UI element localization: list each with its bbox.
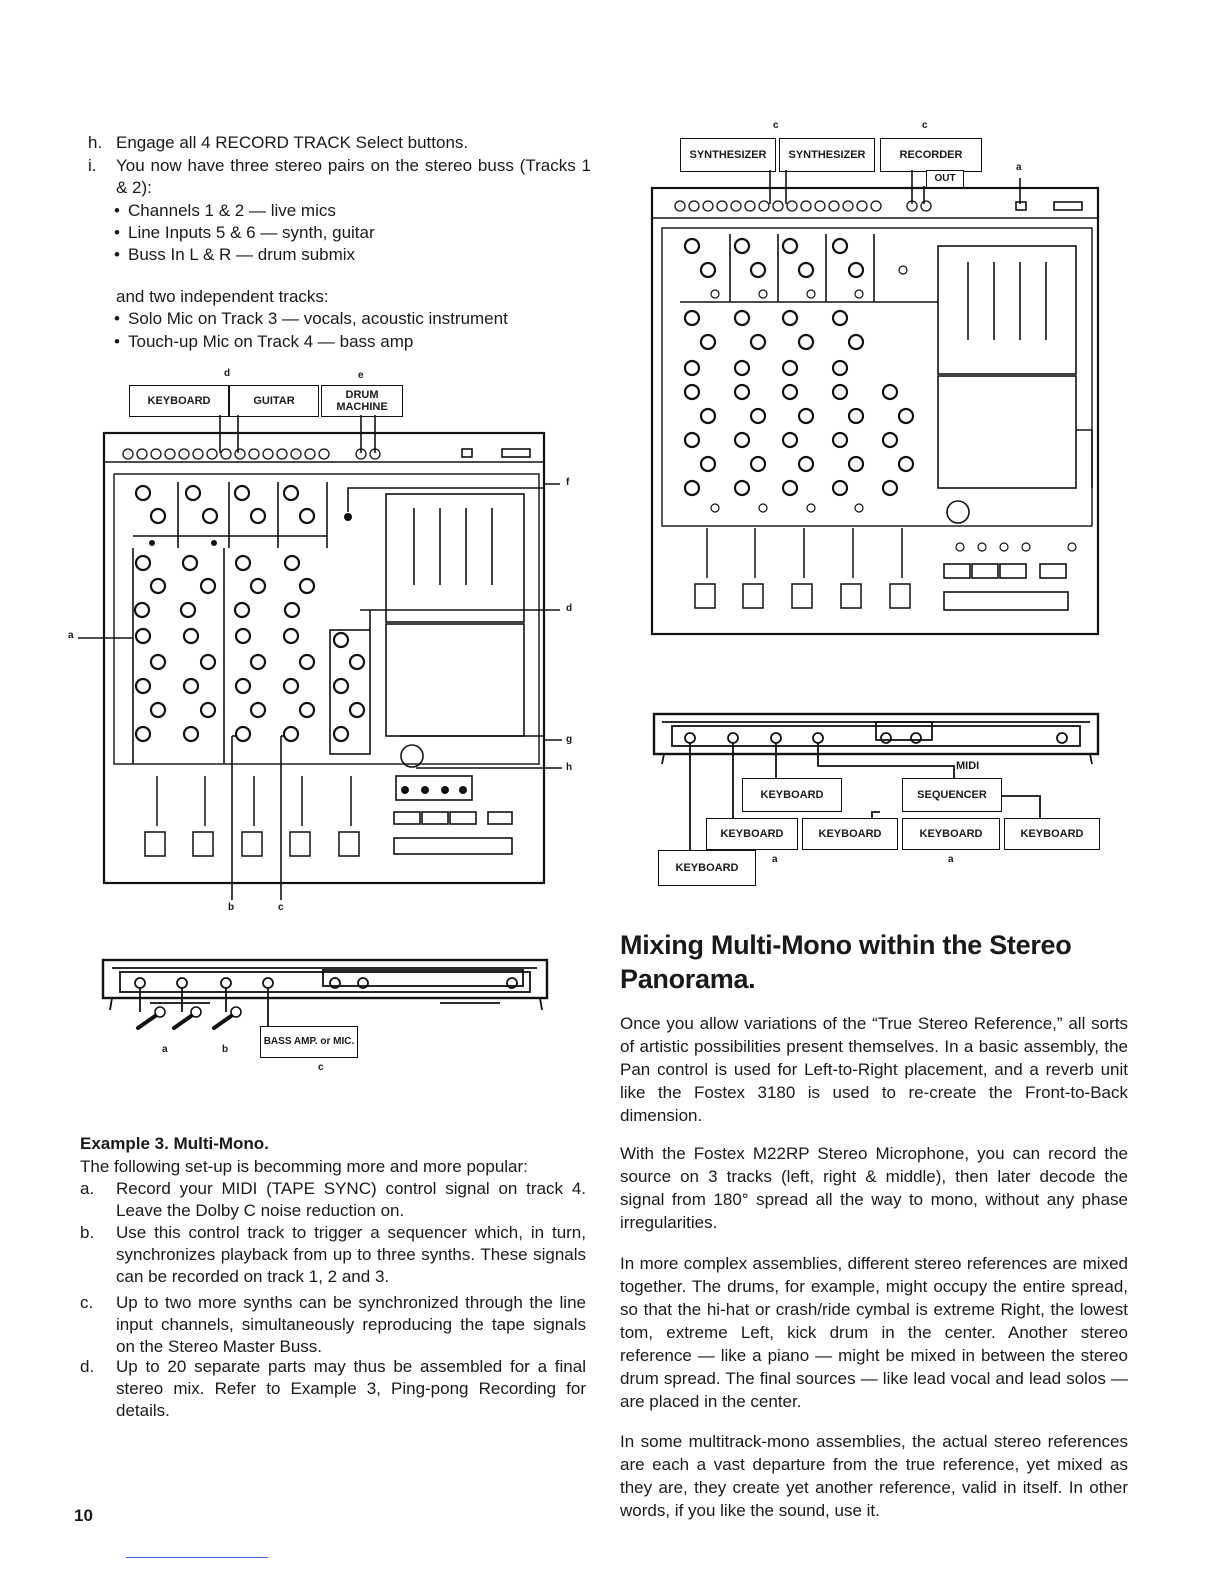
paragraph: With the Fostex M22RP Stereo Microphone, you can record the source on 3 tracks (left, right & middle), then later decode the signal from 180° spread all the way to mono, without any phase irregularities.	[620, 1144, 1128, 1232]
callout-c: c	[922, 120, 928, 131]
page-number: 10	[74, 1506, 93, 1525]
callout-d2: d	[566, 603, 573, 614]
callout-a: a	[772, 854, 778, 865]
callout-a: a	[68, 630, 74, 641]
synthesizer-box: SYNTHESIZER	[680, 138, 776, 172]
bass-amp-box: BASS AMP. or MIC.	[260, 1026, 358, 1058]
callout-a: a	[1016, 162, 1022, 173]
callout-d: d	[224, 368, 231, 379]
step-text: Use this control track to trigger a sequencer which, in turn, synchronizes playback from up to three synths. These signals can be recorded on track 1, 2 and 3.	[116, 1223, 586, 1286]
example-intro: The following set-up is becomming more and more popular:	[80, 1157, 528, 1176]
paragraph: Once you allow variations of the “True Stereo Reference,” all sorts of artistic possibilities present themselves. In a basic assembly, the Pan control is used for Left-to-Right placement, and a reverb unit like the Fostex 3180 is used to re-create the Front-to-Back dimension.	[620, 1014, 1128, 1125]
drum-machine-box: DRUM MACHINE	[321, 385, 403, 417]
step-label: a.	[80, 1179, 95, 1198]
keyboard-box: KEYBOARD	[658, 850, 756, 886]
list-item: • Channels 1 & 2 — live mics	[128, 200, 336, 222]
step-label: b.	[80, 1223, 95, 1242]
keyboard-box: KEYBOARD	[1004, 818, 1100, 850]
callout-c: c	[318, 1062, 324, 1073]
callout-c: c	[278, 902, 284, 913]
synthesizer-box: SYNTHESIZER	[779, 138, 875, 172]
list-item: • Line Inputs 5 & 6 — synth, guitar	[128, 222, 375, 244]
list-item: • Solo Mic on Track 3 — vocals, acoustic instrument	[128, 308, 508, 330]
example-title: Example 3. Multi-Mono.	[80, 1134, 269, 1153]
out-label: OUT	[926, 170, 964, 188]
callout-c: c	[773, 120, 779, 131]
list-item: • Buss In L & R — drum submix	[128, 244, 355, 266]
keyboard-box: KEYBOARD	[706, 818, 798, 850]
callout-a: a	[162, 1044, 168, 1055]
recorder-box: RECORDER	[880, 138, 982, 172]
step-text: You now have three stereo pairs on the stereo buss (Tracks 1 & 2):	[116, 156, 591, 197]
step-text: Engage all 4 RECORD TRACK Select buttons.	[116, 133, 469, 152]
step-text: Up to two more synths can be synchronized through the line input channels, simultaneously reproducing the tape signals on the Stereo Master Buss.	[116, 1293, 586, 1356]
keyboard-box: KEYBOARD	[742, 778, 842, 812]
callout-f: f	[566, 477, 570, 488]
section-heading: Mixing Multi-Mono within the Stereo Panorama.	[620, 930, 1072, 994]
footer-rule	[126, 1557, 268, 1558]
midi-label: MIDI	[956, 760, 980, 772]
callout-b: b	[228, 902, 235, 913]
callout-h: h	[566, 762, 573, 773]
keyboard-box: KEYBOARD	[902, 818, 1000, 850]
paragraph: In some multitrack-mono assemblies, the actual stereo references are each a vast departure from the true reference, yet mixed as they are, they create yet another reference, valid in itself. In other words, if you like the sound, use it.	[620, 1432, 1128, 1520]
step-label: i.	[88, 156, 97, 175]
keyboard-box: KEYBOARD	[802, 818, 898, 850]
guitar-box: GUITAR	[229, 385, 319, 417]
independent-intro: and two independent tracks:	[116, 287, 329, 306]
callout-e: e	[358, 370, 364, 381]
step-text: Record your MIDI (TAPE SYNC) control signal on track 4. Leave the Dolby C noise reduction on.	[116, 1179, 586, 1220]
callout-b: b	[222, 1044, 229, 1055]
sequencer-box: SEQUENCER	[902, 778, 1002, 812]
keyboard-box: KEYBOARD	[129, 385, 229, 417]
callout-g: g	[566, 734, 573, 745]
step-text: Up to 20 separate parts may thus be assembled for a final stereo mix. Refer to Example 3, Ping-pong Recording for details.	[116, 1357, 586, 1420]
callout-a: a	[948, 854, 954, 865]
paragraph: In more complex assemblies, different stereo references are mixed together. The drums, for example, might occupy the entire spread, so that the hi-hat or crash/ride cymbal is extreme Right, the lowest tom, extreme Left, kick drum in the center. Another stereo reference — like a piano — might be mixed in between the stereo drum spread. The final sources — like lead vocal and lead solos — are placed in the center.	[620, 1254, 1128, 1411]
step-label: h.	[88, 133, 103, 152]
list-item: • Touch-up Mic on Track 4 — bass amp	[128, 331, 413, 353]
step-label: d.	[80, 1357, 95, 1376]
step-label: c.	[80, 1293, 94, 1312]
